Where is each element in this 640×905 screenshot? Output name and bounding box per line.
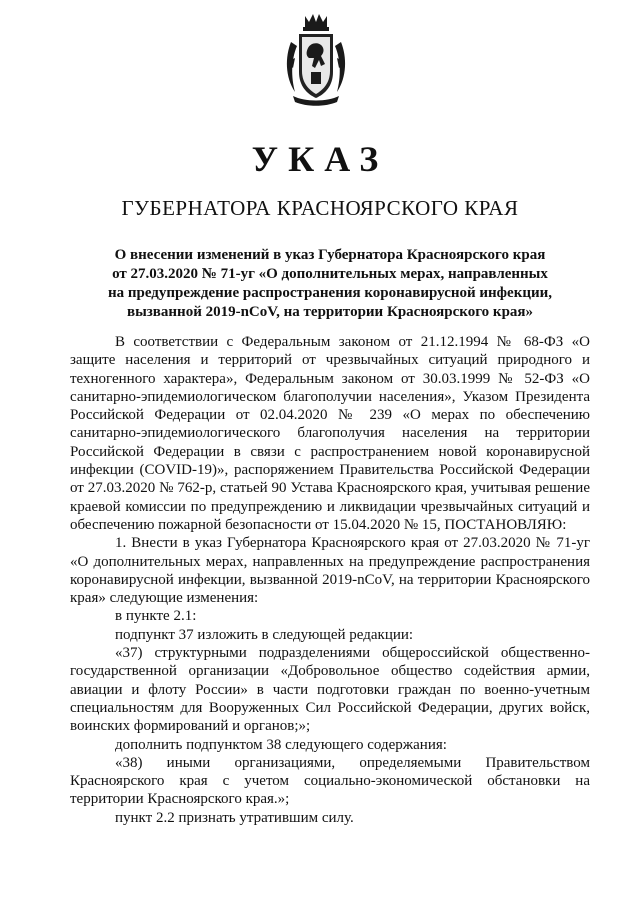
document-heading [70,246,590,322]
heading-line: О внесении изменений в указ Губернатора Красноярского края [114,247,546,263]
clause-paragraph: подпункт 37 изложить в следующей редакции: [115,626,414,643]
heading-line: вызванной 2019-nCoV, на территории Красноярского края» [126,304,534,320]
clause-paragraph: 1. Внести в указ Губернатора Красноярского края от 27.03.2020 № 71-уг «О дополнительных мерах, направленных на предупреждение распространения коронавирусной инфекции, вызванной 2019-nCoV, на территории Красноярского края» следующие изменения: [70,535,590,607]
page-title: УКАЗ [251,139,389,179]
clause-paragraph: пункт 2.2 признать утратившим силу. [115,809,354,826]
clause-paragraph: «38) иными организациями, определяемыми Правительством Красноярского края с учетом социально-экономической обстановки на территории Красноярского края.»; [70,754,590,808]
clause-paragraph: дополнить подпунктом 38 следующего содержания: [115,736,447,753]
page-subtitle: ГУБЕРНАТОРА КРАСНОЯРСКОГО КРАЯ [121,196,519,220]
clause-paragraph: в пункте 2.1: [115,608,197,625]
preamble-paragraph: В соответствии с Федеральным законом от 21.12.1994 № 68-ФЗ «О защите населения и территорий от чрезвычайных ситуаций природного и техногенного характера», Федеральным законом от 30.03.1999 № 52-ФЗ «О санитарно-эпидемиологическом благополучии населения», Указом Президента Российской Федерации от 02.04.2020 № 239 «О мерах по обеспечению санитарно-эпидемиологического благополучия населения на территории Российской Федерации в связи с распространением новой коронавирусной инфекции (COVID-19)», распоряжением Правительства Российской Федерации от 27.03.2020 № 762-р, статьей 90 Устава Красноярского края, учитывая решение краевой комиссии по предупреждению и ликвидации чрезвычайных ситуаций и обеспечению пожарной безопасности от 15.04.2020 № 15, ПОСТАНОВЛЯЮ: [70,334,590,533]
clause-paragraph: «37) структурными подразделениями общероссийской общественно-государственной организации «Добровольное общество содействия армии, авиации и флоту России» в части подготовки граждан по военно-учетным специальностям для Вооруженных Сил Российской Федерации, других войск, воинских формирований и органов;»; [70,645,590,735]
heading-line: на предупреждение распространения коронавирусной инфекции, [107,285,553,301]
heading-line: от 27.03.2020 № 71-уг «О дополнительных мерах, направленных [112,266,548,282]
document-body [70,333,590,827]
coat-of-arms-icon [281,12,351,108]
